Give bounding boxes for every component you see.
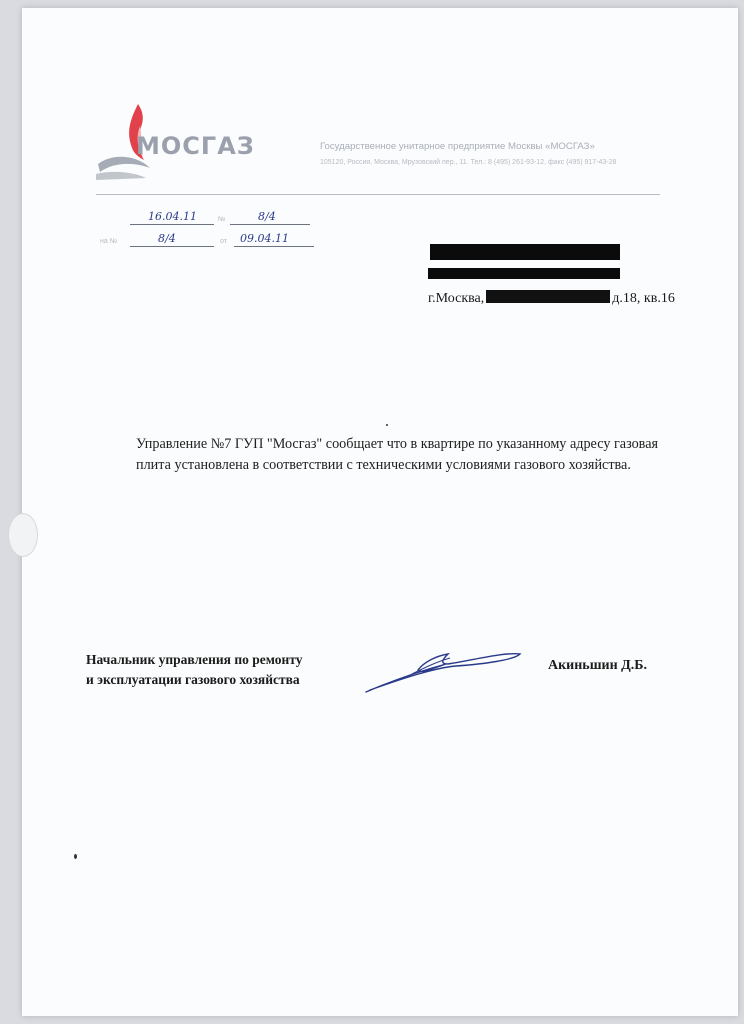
date-line (130, 224, 214, 225)
letter-page (22, 8, 738, 1016)
letter-body: Управление №7 ГУП "Мосгаз" сообщает что в квартире по указанному адресу газовая плита установлена в соответствии с техническими условиями газового хозяйства. (136, 436, 659, 473)
number-value: 8/4 (258, 210, 276, 223)
redacted-street (486, 290, 610, 303)
number-line (230, 224, 310, 225)
address-house: д.18, кв.16 (612, 291, 675, 306)
ref-value: 8/4 (158, 232, 176, 245)
signatory-title-line-1: Начальник управления по ремонту (86, 652, 303, 667)
from-value: 09.04.11 (240, 232, 289, 245)
ref-line (130, 246, 214, 247)
signatory-name: Акиньшин Д.Б. (548, 658, 648, 673)
scan-speck (74, 854, 77, 859)
redacted-recipient-line (428, 268, 620, 279)
signatory-title (86, 650, 302, 690)
redacted-recipient-name (430, 244, 620, 260)
number-label: № (218, 216, 226, 223)
from-line (234, 246, 314, 247)
handwritten-signature (364, 640, 524, 696)
registration-block (100, 208, 340, 256)
organization-address: 105120, Россия, Москва, Мрузовский пер., 11. Тел.: 8 (495) 261-93-12, факс (495) 917-43-28 (320, 159, 617, 166)
recipient-address (428, 290, 675, 307)
header-divider (96, 194, 660, 195)
logo-wordmark: МОСГАЗ (136, 132, 255, 160)
signatory-title-line-2: и эксплуатации газового хозяйства (86, 672, 300, 687)
ref-label: на № (100, 238, 118, 245)
address-city: г.Москва, (428, 291, 485, 306)
organization-name: Государственное унитарное предприятие Москвы «МОСГАЗ» (320, 141, 595, 152)
scan-speck (386, 424, 388, 426)
date-value: 16.04.11 (148, 210, 197, 223)
punch-hole-mark (8, 513, 38, 557)
from-label: от (220, 238, 227, 245)
mosgaz-logo (94, 96, 294, 188)
